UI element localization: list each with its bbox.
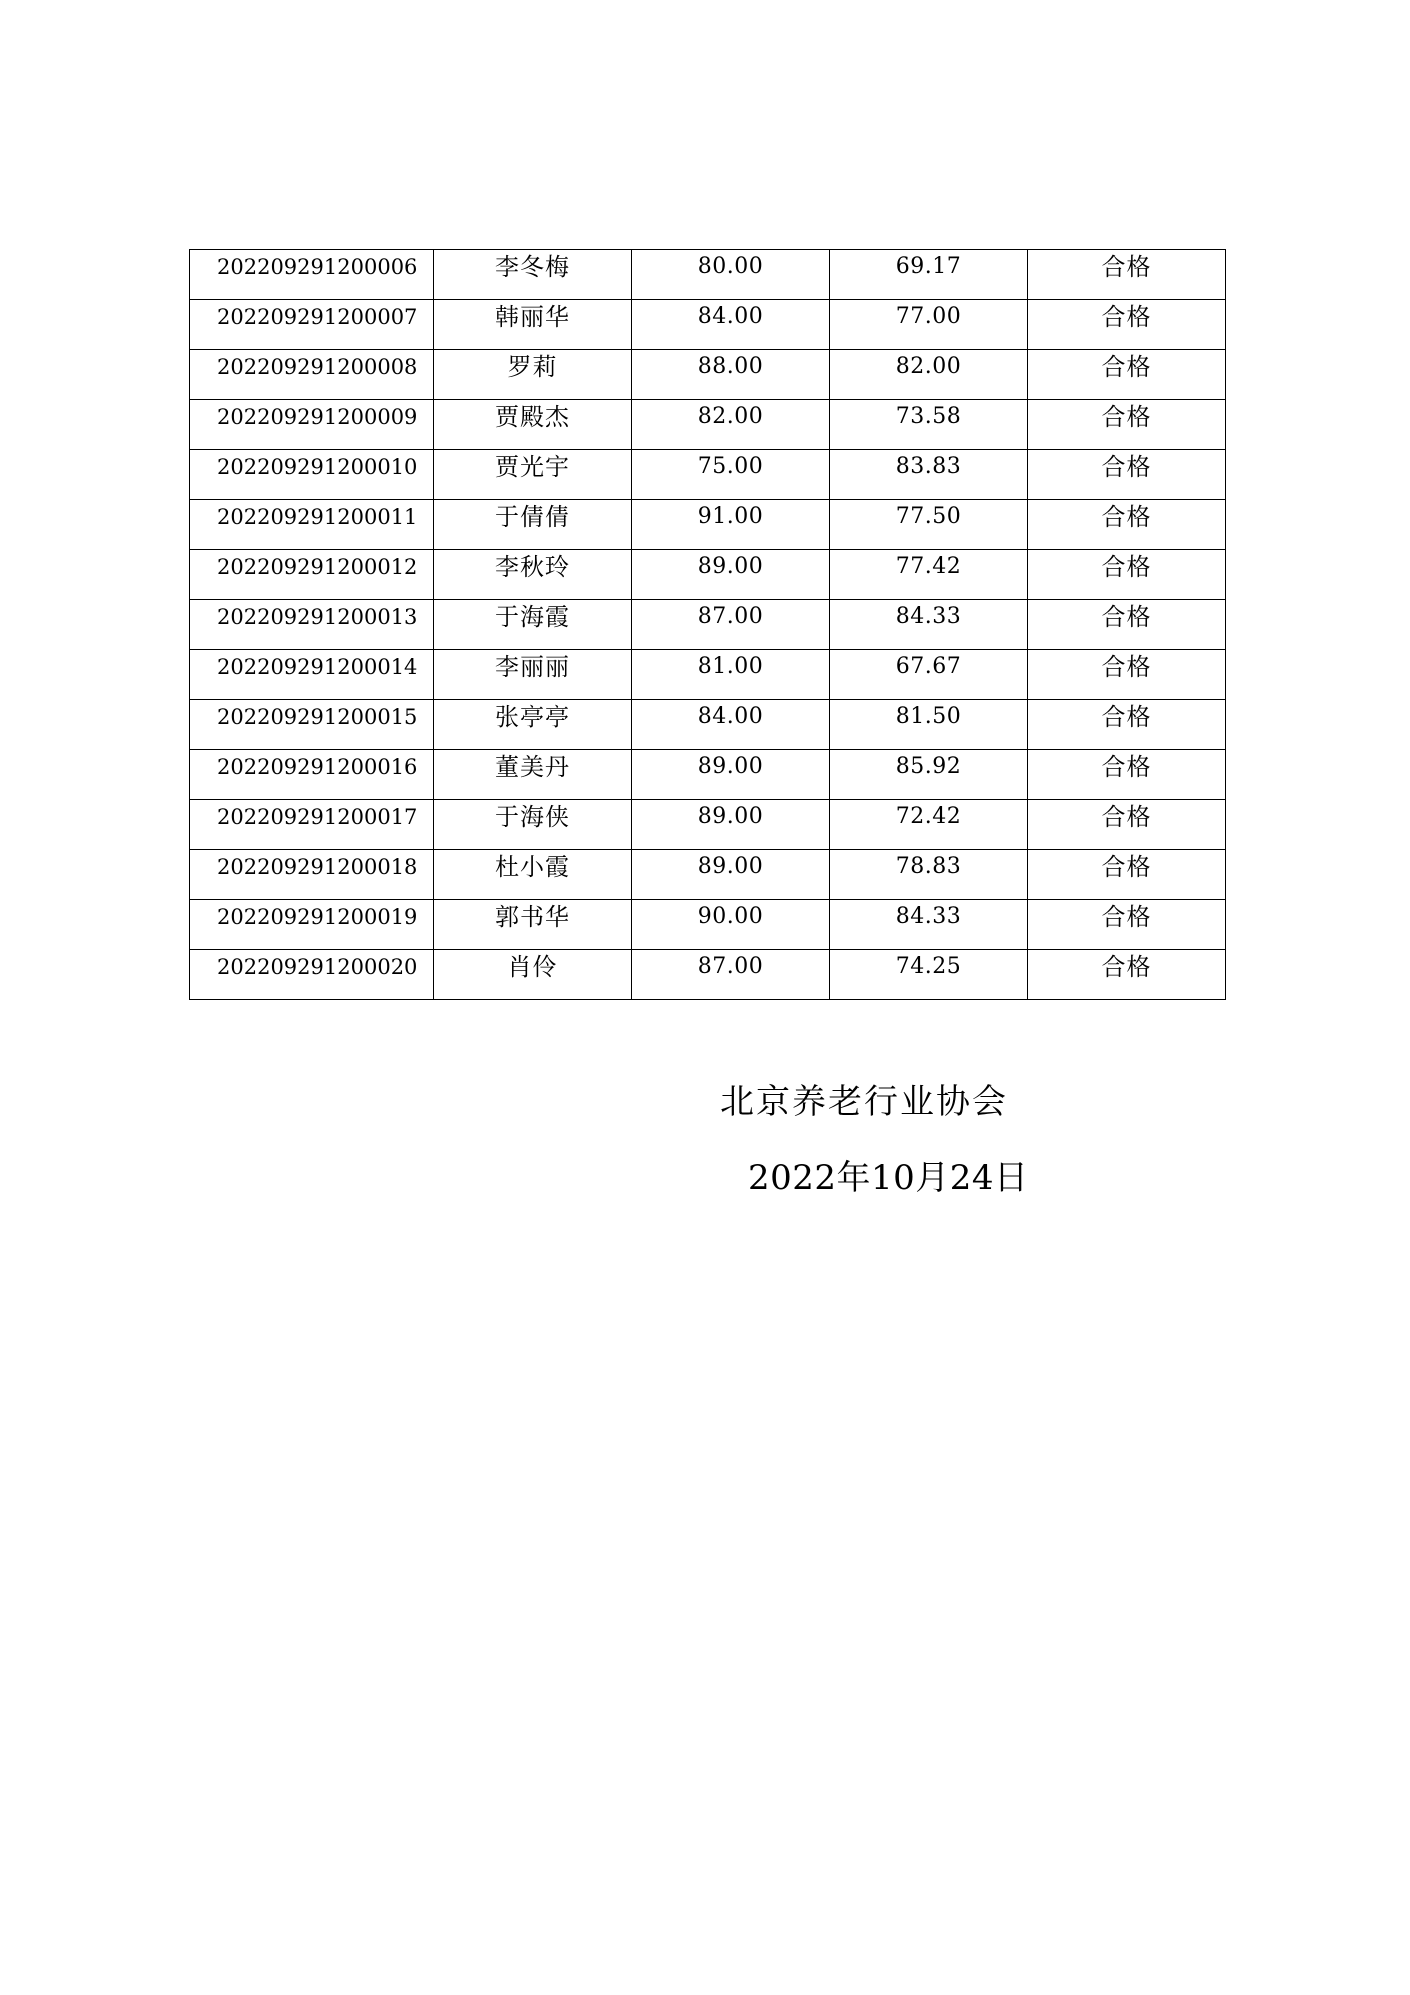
candidate-name-cell: 于海侠: [434, 800, 632, 850]
table-row: [190, 900, 1226, 950]
score-2-cell: 84.33: [830, 900, 1028, 950]
table-row: [190, 650, 1226, 700]
result-cell: 合格: [1028, 850, 1226, 900]
candidate-id-cell: 202209291200015: [190, 700, 434, 750]
result-cell: 合格: [1028, 550, 1226, 600]
candidate-id-cell: 202209291200018: [190, 850, 434, 900]
score-2-cell: 81.50: [830, 700, 1028, 750]
table-row: [190, 400, 1226, 450]
score-2-cell: 67.67: [830, 650, 1028, 700]
score-2-cell: 77.00: [830, 300, 1028, 350]
score-2-cell: 77.42: [830, 550, 1028, 600]
result-cell: 合格: [1028, 500, 1226, 550]
candidate-id-cell: 202209291200017: [190, 800, 434, 850]
score-1-cell: 88.00: [632, 350, 830, 400]
result-cell: 合格: [1028, 650, 1226, 700]
candidate-name-cell: 张亭亭: [434, 700, 632, 750]
score-2-cell: 77.50: [830, 500, 1028, 550]
candidate-id-cell: 202209291200016: [190, 750, 434, 800]
score-1-cell: 87.00: [632, 600, 830, 650]
candidate-id-cell: 202209291200019: [190, 900, 434, 950]
score-2-cell: 83.83: [830, 450, 1028, 500]
score-1-cell: 82.00: [632, 400, 830, 450]
score-1-cell: 89.00: [632, 750, 830, 800]
table-row: [190, 450, 1226, 500]
candidate-name-cell: 贾光宇: [434, 450, 632, 500]
candidate-id-cell: 202209291200020: [190, 950, 434, 1000]
result-cell: 合格: [1028, 800, 1226, 850]
result-cell: 合格: [1028, 600, 1226, 650]
result-cell: 合格: [1028, 250, 1226, 300]
candidate-name-cell: 李丽丽: [434, 650, 632, 700]
score-1-cell: 84.00: [632, 700, 830, 750]
signature-date: 2022年10月24日: [748, 1158, 1029, 1198]
score-2-cell: 85.92: [830, 750, 1028, 800]
organization-name: 北京养老行业协会: [720, 1082, 1008, 1122]
table-row: [190, 800, 1226, 850]
candidate-name-cell: 贾殿杰: [434, 400, 632, 450]
result-cell: 合格: [1028, 350, 1226, 400]
score-1-cell: 91.00: [632, 500, 830, 550]
table-row: [190, 600, 1226, 650]
table-row: [190, 550, 1226, 600]
candidate-name-cell: 罗莉: [434, 350, 632, 400]
candidate-id-cell: 202209291200013: [190, 600, 434, 650]
table-row: [190, 350, 1226, 400]
table-row: [190, 950, 1226, 1000]
result-cell: 合格: [1028, 300, 1226, 350]
score-1-cell: 81.00: [632, 650, 830, 700]
result-cell: 合格: [1028, 400, 1226, 450]
result-cell: 合格: [1028, 750, 1226, 800]
result-cell: 合格: [1028, 950, 1226, 1000]
candidate-name-cell: 李冬梅: [434, 250, 632, 300]
candidate-id-cell: 202209291200014: [190, 650, 434, 700]
candidate-name-cell: 于倩倩: [434, 500, 632, 550]
table-row: [190, 500, 1226, 550]
score-2-cell: 72.42: [830, 800, 1028, 850]
score-1-cell: 87.00: [632, 950, 830, 1000]
score-1-cell: 80.00: [632, 250, 830, 300]
candidate-name-cell: 杜小霞: [434, 850, 632, 900]
score-2-cell: 69.17: [830, 250, 1028, 300]
candidate-name-cell: 郭书华: [434, 900, 632, 950]
score-1-cell: 89.00: [632, 550, 830, 600]
table-row: [190, 250, 1226, 300]
score-2-cell: 74.25: [830, 950, 1028, 1000]
result-cell: 合格: [1028, 450, 1226, 500]
table-row: [190, 850, 1226, 900]
results-table-body: [190, 250, 1226, 1000]
candidate-id-cell: 202209291200008: [190, 350, 434, 400]
candidate-name-cell: 李秋玲: [434, 550, 632, 600]
candidate-id-cell: 202209291200010: [190, 450, 434, 500]
candidate-id-cell: 202209291200009: [190, 400, 434, 450]
candidate-id-cell: 202209291200006: [190, 250, 434, 300]
score-1-cell: 89.00: [632, 800, 830, 850]
score-2-cell: 82.00: [830, 350, 1028, 400]
score-1-cell: 84.00: [632, 300, 830, 350]
candidate-id-cell: 202209291200012: [190, 550, 434, 600]
candidate-name-cell: 于海霞: [434, 600, 632, 650]
candidate-id-cell: 202209291200007: [190, 300, 434, 350]
candidate-name-cell: 董美丹: [434, 750, 632, 800]
candidate-id-cell: 202209291200011: [190, 500, 434, 550]
score-1-cell: 75.00: [632, 450, 830, 500]
table-row: [190, 750, 1226, 800]
score-2-cell: 73.58: [830, 400, 1028, 450]
score-2-cell: 84.33: [830, 600, 1028, 650]
result-cell: 合格: [1028, 700, 1226, 750]
table-row: [190, 700, 1226, 750]
score-1-cell: 90.00: [632, 900, 830, 950]
table-row: [190, 300, 1226, 350]
candidate-name-cell: 韩丽华: [434, 300, 632, 350]
score-1-cell: 89.00: [632, 850, 830, 900]
result-cell: 合格: [1028, 900, 1226, 950]
score-2-cell: 78.83: [830, 850, 1028, 900]
candidate-name-cell: 肖伶: [434, 950, 632, 1000]
results-table: [189, 249, 1226, 1000]
